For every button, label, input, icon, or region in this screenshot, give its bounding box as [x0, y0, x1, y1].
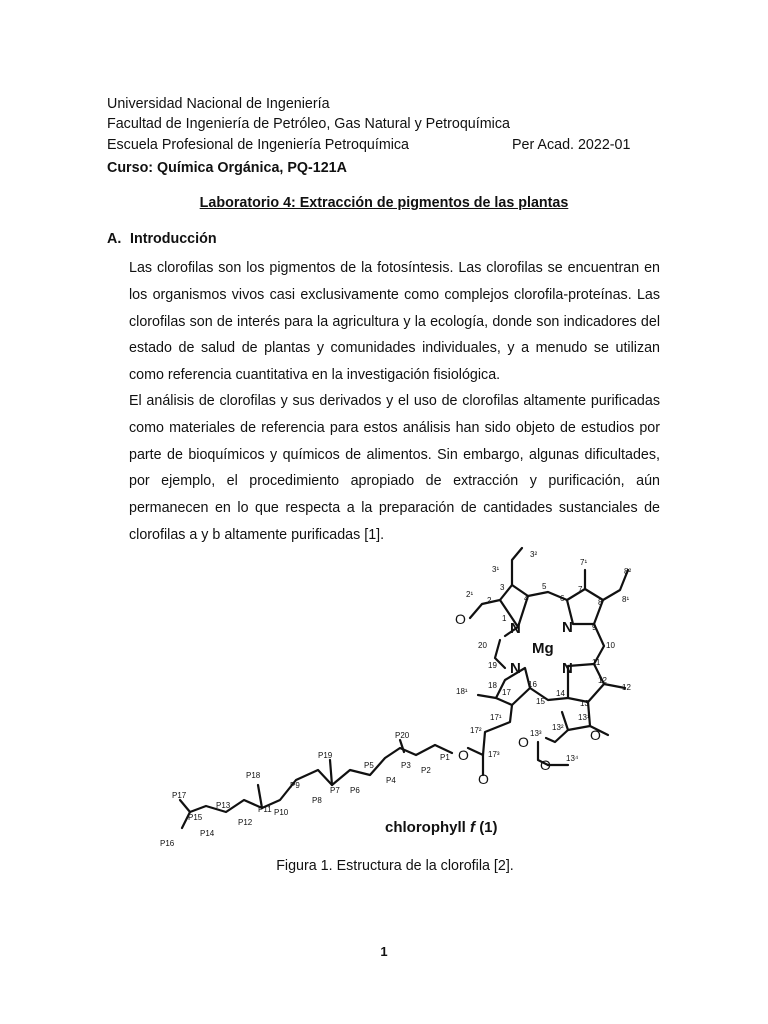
svg-text:13¹: 13¹	[578, 713, 590, 722]
svg-text:P7: P7	[330, 786, 340, 795]
svg-text:12: 12	[622, 683, 631, 692]
svg-text:P9: P9	[290, 781, 300, 790]
svg-text:P12: P12	[238, 818, 253, 827]
school-name: Escuela Profesional de Ingeniería Petroquímica	[107, 137, 410, 153]
svg-text:P16: P16	[160, 839, 175, 848]
faculty-name: Facultad de Ingeniería de Petróleo, Gas Natural y Petroquímica	[107, 116, 510, 132]
course-title: Curso: Química Orgánica, PQ-121A	[107, 160, 347, 176]
svg-text:13³: 13³	[530, 729, 542, 738]
svg-text:18: 18	[488, 681, 497, 690]
svg-text:3²: 3²	[530, 550, 538, 559]
svg-text:P15: P15	[188, 813, 203, 822]
svg-text:16: 16	[528, 680, 537, 689]
svg-text:5: 5	[542, 582, 547, 591]
svg-text:17: 17	[502, 688, 511, 697]
svg-text:P14: P14	[200, 829, 215, 838]
svg-text:18¹: 18¹	[456, 687, 468, 696]
svg-text:P20: P20	[395, 731, 410, 740]
nitrogen-b: N	[562, 619, 573, 636]
svg-text:11: 11	[592, 658, 601, 667]
svg-text:7¹: 7¹	[580, 558, 588, 567]
intro-paragraph-2: El análisis de clorofilas y sus derivados y el uso de clorofilas altamente purificadas como materiales de referencia para estos análisis han sido objeto de estudios por parte de bioquímicos y químicos de alimentos. Sin embargo, algunas dificultades, por ejemplo, el procedimiento apropiado de extracción y purificación, aún permanecen en lo que respecta a la preparación de cantidades sustanciales de clorofilas a y b altamente purificadas [1].	[129, 393, 660, 543]
svg-text:19: 19	[488, 661, 497, 670]
svg-text:1: 1	[502, 614, 507, 623]
svg-text:8: 8	[598, 598, 603, 607]
svg-text:15: 15	[536, 697, 545, 706]
oxygen-phytyl-2: O	[478, 771, 489, 787]
figure-caption: Figura 1. Estructura de la clorofila [2].	[276, 858, 514, 874]
svg-text:13²: 13²	[552, 723, 564, 732]
oxygen-ester-2: O	[540, 757, 551, 773]
nitrogen-d: N	[510, 660, 521, 677]
svg-text:10: 10	[606, 641, 615, 650]
svg-text:P4: P4	[386, 776, 396, 785]
svg-text:P19: P19	[318, 751, 333, 760]
svg-text:P18: P18	[246, 771, 261, 780]
molecule-caption: chlorophyll f (1)	[385, 819, 498, 836]
svg-text:8²: 8²	[624, 567, 632, 576]
svg-text:P6: P6	[350, 786, 360, 795]
oxygen-aldehyde: O	[455, 611, 466, 627]
lab-title: Laboratorio 4: Extracción de pigmentos de las plantas	[199, 195, 569, 211]
svg-text:7: 7	[578, 585, 583, 594]
oxygen-ester-1: O	[518, 734, 529, 750]
school-line	[107, 135, 637, 155]
svg-text:17³: 17³	[488, 750, 500, 759]
svg-text:3¹: 3¹	[492, 565, 500, 574]
svg-text:8¹: 8¹	[622, 595, 630, 604]
svg-text:14: 14	[556, 689, 565, 698]
bond-lines	[180, 548, 628, 828]
svg-text:P2: P2	[421, 766, 431, 775]
university-name: Universidad Nacional de Ingeniería	[107, 96, 330, 112]
svg-text:2¹: 2¹	[466, 590, 474, 599]
page-number: 1	[380, 944, 388, 959]
svg-text:3: 3	[500, 583, 505, 592]
svg-text:P11: P11	[258, 805, 272, 814]
nitrogen-a: N	[510, 620, 521, 637]
svg-text:17¹: 17¹	[490, 713, 502, 722]
chlorophyll-structure-figure	[150, 545, 670, 855]
magnesium-atom: Mg	[532, 640, 554, 657]
svg-text:20: 20	[478, 641, 487, 650]
svg-text:4: 4	[524, 594, 529, 603]
academic-period: Per Acad. 2022-01	[512, 137, 631, 153]
svg-text:P8: P8	[312, 796, 322, 805]
section-letter: A.	[107, 231, 122, 247]
svg-text:6: 6	[560, 594, 565, 603]
svg-text:2: 2	[487, 596, 492, 605]
svg-text:P17: P17	[172, 791, 187, 800]
svg-text:17²: 17²	[470, 726, 482, 735]
svg-text:P5: P5	[364, 761, 374, 770]
svg-text:P10: P10	[274, 808, 289, 817]
svg-text:P3: P3	[401, 761, 411, 770]
svg-text:P1: P1	[440, 753, 450, 762]
svg-text:12: 12	[598, 676, 607, 685]
section-title: Introducción	[130, 231, 217, 247]
section-heading	[107, 231, 217, 247]
svg-text:9: 9	[592, 623, 597, 632]
oxygen-phytyl-1: O	[458, 747, 469, 763]
oxygen-ketone: O	[590, 727, 601, 743]
nitrogen-c: N	[562, 660, 573, 677]
intro-paragraph-1: Las clorofilas son los pigmentos de la fotosíntesis. Las clorofilas se encuentran en los organismos vivos casi exclusivamente como complejos clorofila-proteínas. Las clorofilas son de interés para la agricultura y la ecología, donde son indicadores del estado de salud de plantas y comunidades individuales, y a menudo se utilizan como referencia cuantitativa en la investigación fisiológica.	[129, 260, 660, 384]
svg-text:13: 13	[580, 699, 589, 708]
svg-text:13⁴: 13⁴	[566, 754, 579, 763]
svg-text:P13: P13	[216, 801, 231, 810]
